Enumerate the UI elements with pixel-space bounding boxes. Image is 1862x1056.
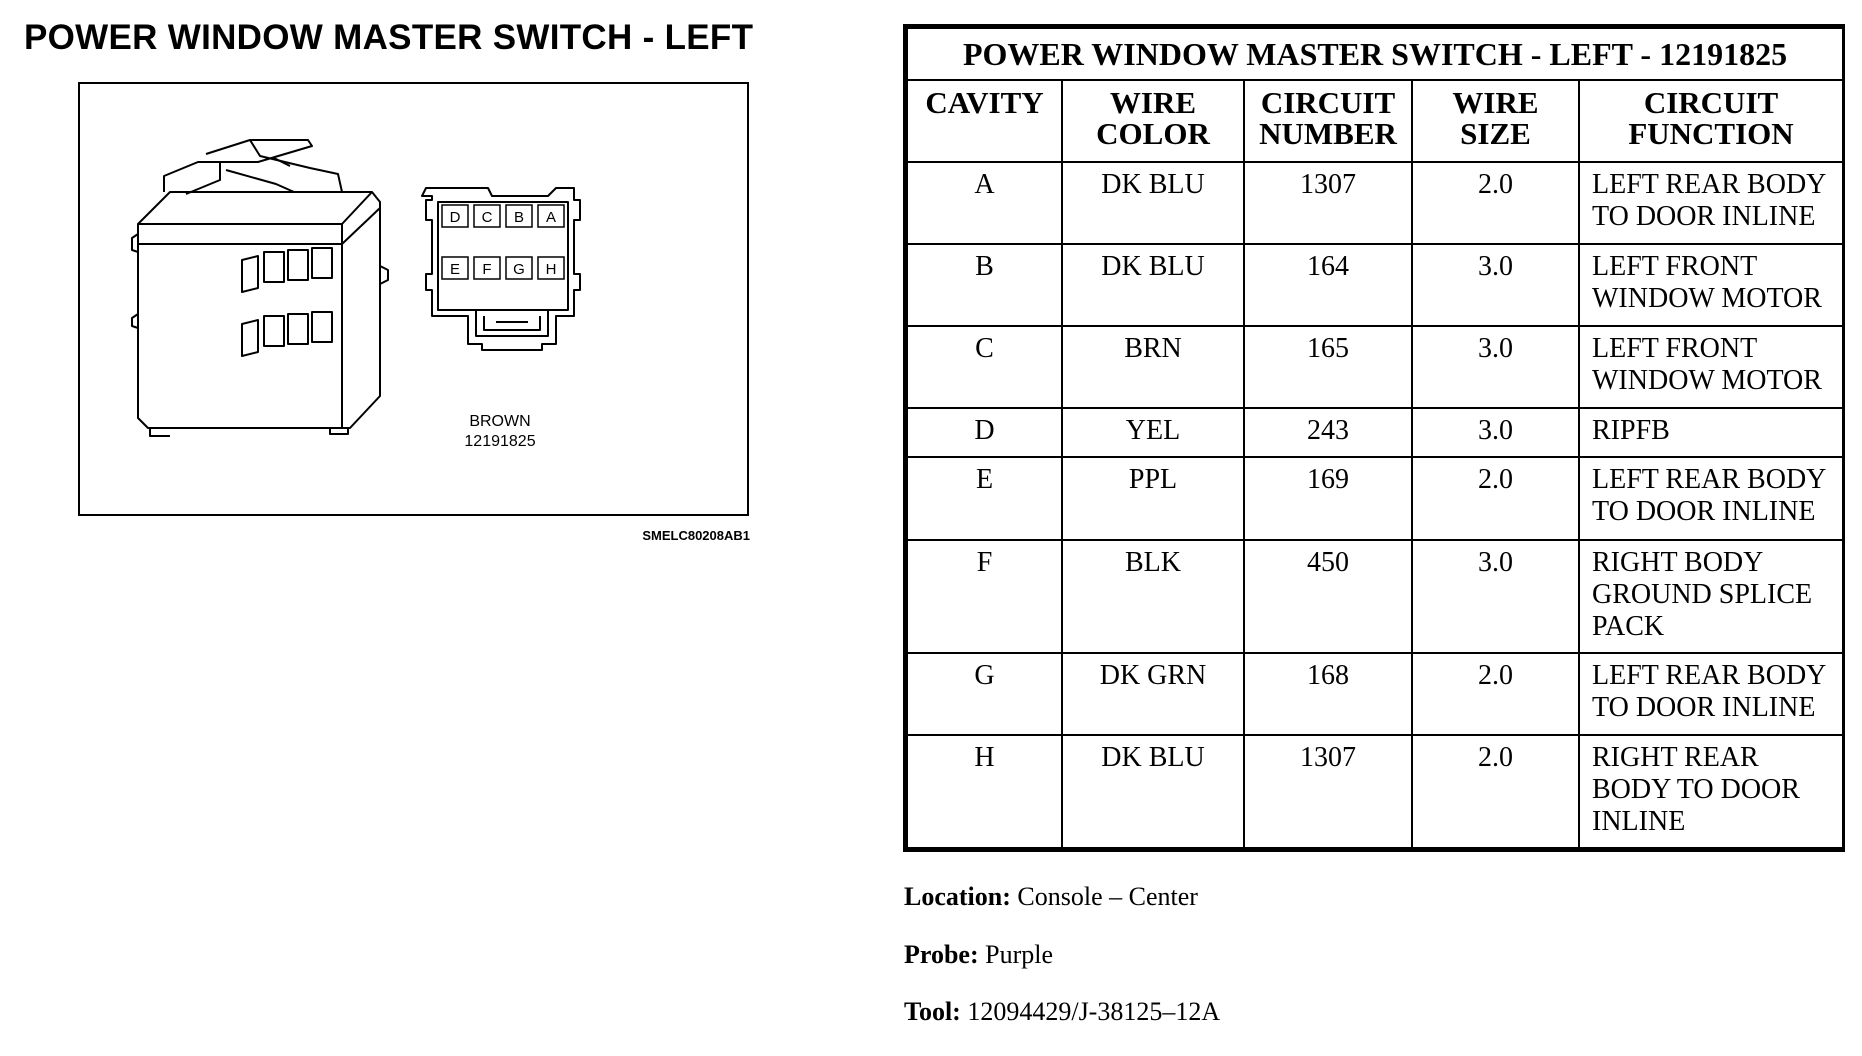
circuit-number-cell: 169 — [1244, 457, 1412, 539]
cavity-label-b: B — [513, 209, 525, 226]
tool-value: 12094429/J-38125–12A — [967, 997, 1221, 1026]
wire-color-cell: DK GRN — [1062, 653, 1244, 735]
wire-size-cell: 2.0 — [1412, 162, 1579, 244]
cavity-cell: C — [907, 326, 1062, 408]
wire-size-cell: 2.0 — [1412, 457, 1579, 539]
wire-size-cell: 3.0 — [1412, 244, 1579, 326]
wire-color-cell: DK BLU — [1062, 735, 1244, 848]
wire-size-cell: 3.0 — [1412, 408, 1579, 457]
circuit-function-cell: RIGHT BODY GROUND SPLICE PACK — [1579, 540, 1843, 653]
wire-size-cell: 3.0 — [1412, 326, 1579, 408]
wire-color-cell: DK BLU — [1062, 162, 1244, 244]
table-row — [907, 653, 1843, 735]
circuit-function-cell: LEFT REAR BODY TO DOOR INLINE — [1579, 457, 1843, 539]
connector-diagram — [78, 82, 749, 516]
probe-value: Purple — [985, 940, 1054, 969]
cavity-cell: F — [907, 540, 1062, 653]
location-value: Console – Center — [1017, 882, 1198, 911]
circuit-number-cell: 164 — [1244, 244, 1412, 326]
cavity-label-g: G — [513, 261, 525, 278]
diagram-ref-code: SMELC80208AB1 — [642, 528, 750, 543]
table-row — [907, 735, 1843, 848]
circuit-number-cell: 165 — [1244, 326, 1412, 408]
cavity-label-c: C — [481, 209, 493, 226]
circuit-number-cell: 1307 — [1244, 162, 1412, 244]
circuit-number-cell: 168 — [1244, 653, 1412, 735]
header-circuit-function: CIRCUIT FUNCTION — [1579, 80, 1843, 162]
header-wire-size: WIRE SIZE — [1412, 80, 1579, 162]
circuit-function-cell: RIGHT REAR BODY TO DOOR INLINE — [1579, 735, 1843, 848]
cavity-label-f: F — [482, 261, 492, 278]
pinout-table-container — [903, 24, 1845, 852]
circuit-function-cell: RIPFB — [1579, 408, 1843, 457]
pinout-table — [906, 27, 1844, 849]
wire-size-cell: 3.0 — [1412, 540, 1579, 653]
circuit-number-cell: 450 — [1244, 540, 1412, 653]
probe-label: Probe: — [904, 940, 979, 969]
wire-color-cell: BLK — [1062, 540, 1244, 653]
cavity-cell: G — [907, 653, 1062, 735]
location-label: Location: — [904, 882, 1011, 911]
header-wire-color: WIRE COLOR — [1062, 80, 1244, 162]
circuit-function-cell: LEFT FRONT WINDOW MOTOR — [1579, 326, 1843, 408]
wire-color-cell: BRN — [1062, 326, 1244, 408]
wire-color-cell: DK BLU — [1062, 244, 1244, 326]
location-line — [904, 882, 1198, 912]
header-row — [907, 80, 1843, 162]
cavity-cell: E — [907, 457, 1062, 539]
circuit-number-cell: 1307 — [1244, 735, 1412, 848]
cavity-label-e: E — [449, 261, 461, 278]
cavity-label-a: A — [545, 209, 557, 226]
table-row — [907, 326, 1843, 408]
cavity-cell: D — [907, 408, 1062, 457]
header-circuit-number: CIRCUIT NUMBER — [1244, 80, 1412, 162]
connector-color-label: BROWN — [469, 413, 531, 430]
circuit-number-cell: 243 — [1244, 408, 1412, 457]
circuit-function-cell: LEFT FRONT WINDOW MOTOR — [1579, 244, 1843, 326]
wire-color-cell: PPL — [1062, 457, 1244, 539]
tool-label: Tool: — [904, 997, 961, 1026]
wire-size-cell: 2.0 — [1412, 735, 1579, 848]
header-cavity: CAVITY — [907, 80, 1062, 162]
connector-part-label: 12191825 — [464, 433, 536, 450]
page-title: POWER WINDOW MASTER SWITCH - LEFT — [24, 18, 754, 57]
cavity-cell: H — [907, 735, 1062, 848]
cavity-label-h: H — [545, 261, 557, 278]
cavity-label-d: D — [449, 209, 461, 226]
wire-size-cell: 2.0 — [1412, 653, 1579, 735]
circuit-function-cell: LEFT REAR BODY TO DOOR INLINE — [1579, 653, 1843, 735]
table-row — [907, 540, 1843, 653]
table-row — [907, 457, 1843, 539]
wire-color-cell: YEL — [1062, 408, 1244, 457]
cavity-cell: B — [907, 244, 1062, 326]
table-title: POWER WINDOW MASTER SWITCH - LEFT - 12191825 — [907, 28, 1843, 80]
cavity-cell: A — [907, 162, 1062, 244]
table-row — [907, 244, 1843, 326]
table-row — [907, 162, 1843, 244]
probe-line — [904, 940, 1053, 970]
tool-line — [904, 997, 1220, 1027]
circuit-function-cell: LEFT REAR BODY TO DOOR INLINE — [1579, 162, 1843, 244]
table-row — [907, 408, 1843, 457]
